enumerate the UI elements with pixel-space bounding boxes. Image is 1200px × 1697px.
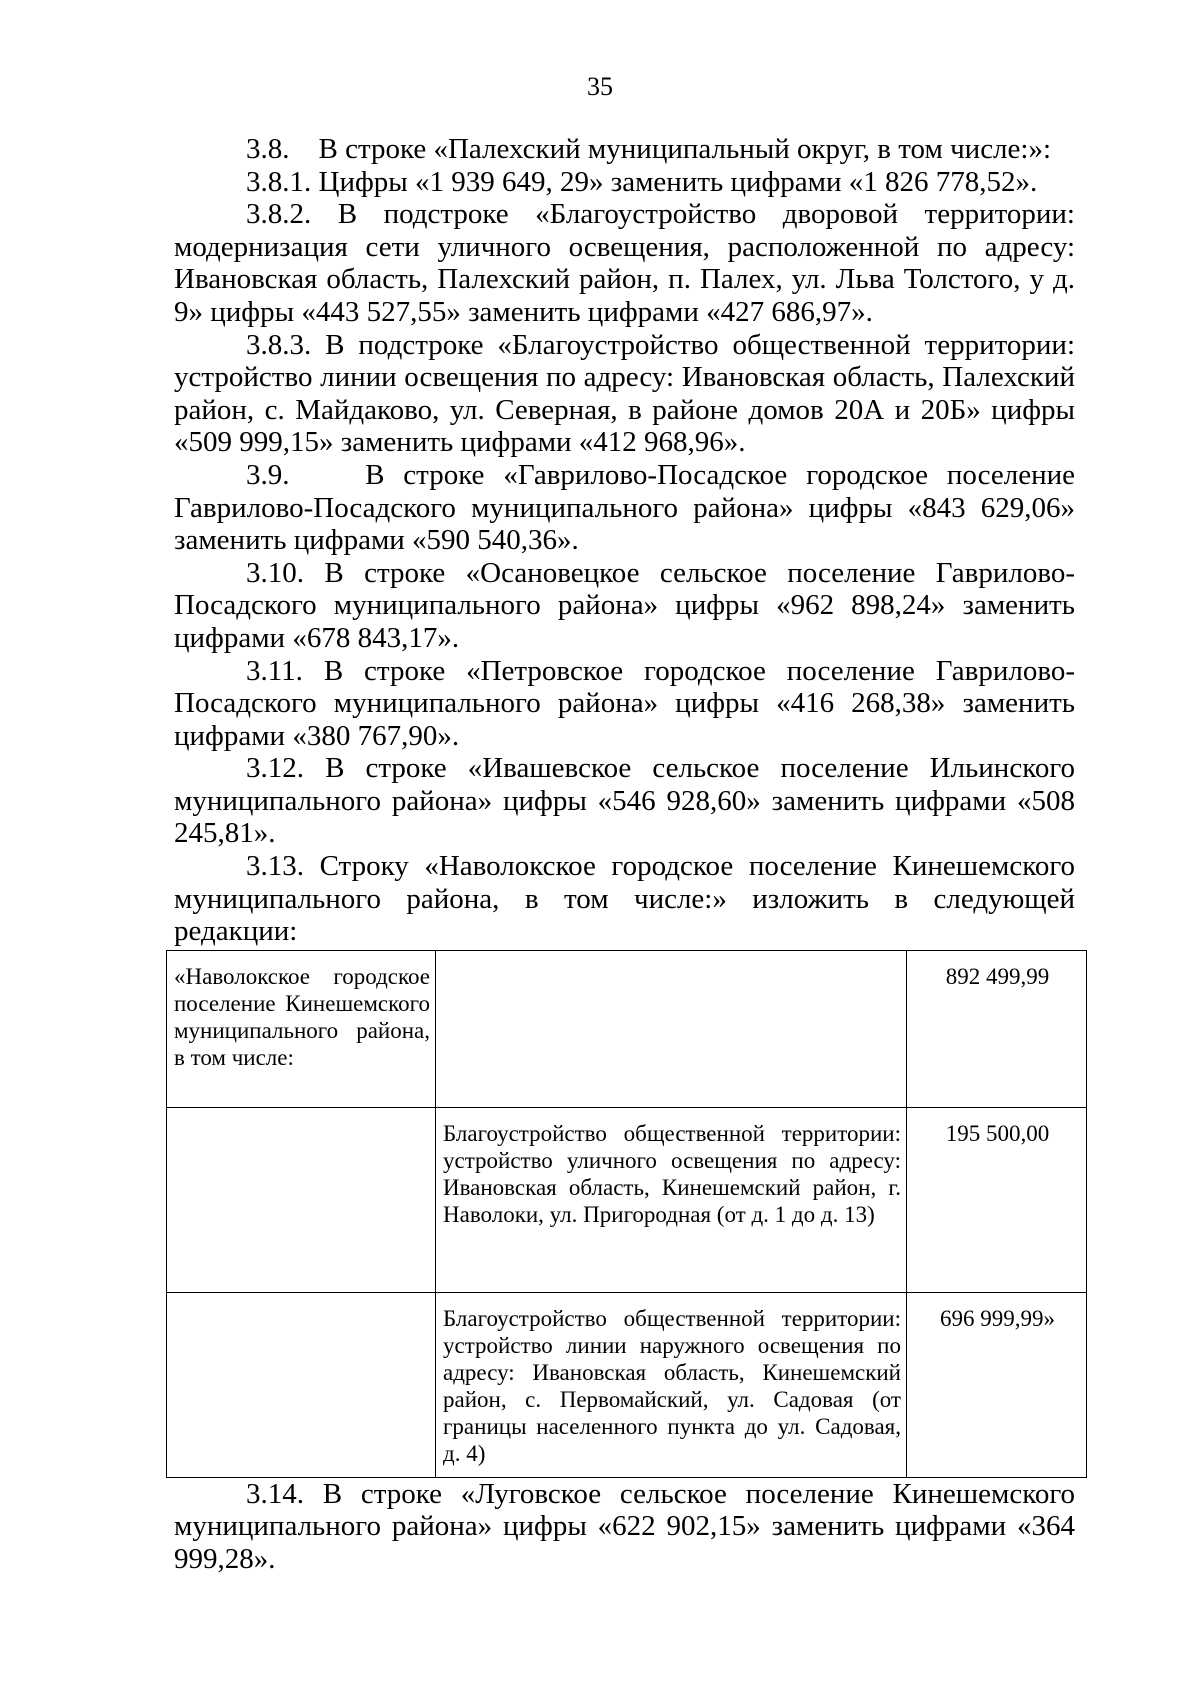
table-cell-name [167, 1107, 436, 1292]
paragraph-3-8-2: 3.8.2. В подстроке «Благоустройство дворовой территории: модернизация сети уличного освещения, расположенной по адресу: Ивановская область, Палехский район, п. Палех, ул. Льва Толстого, у д. 9» цифры «443 527,55» заменить цифрами «427 686,97». [174, 198, 1075, 328]
table-row [167, 1107, 1087, 1292]
table-cell-amount: 195 500,00 [907, 1107, 1087, 1292]
paragraph-3-8-1: 3.8.1. Цифры «1 939 649, 29» заменить цифрами «1 826 778,52». [246, 165, 1038, 198]
table-cell-name: «Наволокское городское поселение Кинешемского муниципального района, в том числе: [167, 950, 436, 1107]
table-row [167, 1292, 1087, 1477]
paragraph-3-8: 3.8. В строке «Палехский муниципальный округ, в том числе:»: [246, 133, 1052, 165]
table-cell-name [167, 1292, 436, 1477]
table-cell-amount: 892 499,99 [907, 950, 1087, 1107]
document-body [174, 133, 1075, 1576]
table-cell-amount: 696 999,99» [907, 1292, 1087, 1477]
paragraph-3-8-3: 3.8.3. В подстроке «Благоустройство общественной территории: устройство линии освещения по адресу: Ивановская область, Палехский район, с. Майдаково, ул. Северная, в районе домов 20А и 20Б» цифры «509 999,15» заменить цифрами «412 968,96». [174, 328, 1075, 459]
paragraph-3-11: 3.11. В строке «Петровское городское поселение Гаврилово-Посадского муниципального района» цифры «416 268,38» заменить цифрами «380 767,90». [174, 654, 1075, 752]
paragraph-3-14: 3.14. В строке «Луговское сельское поселение Кинешемского муниципального района» цифры «622 902,15» заменить цифрами «364 999,28». [174, 1477, 1075, 1576]
paragraph-3-9: 3.9. В строке «Гаврилово-Посадское городское поселение Гаврилово-Посадского муниципального района» цифры «843 629,06» заменить цифрами «590 540,36». [174, 458, 1075, 557]
table-row [167, 950, 1087, 1107]
table-cell-object: Благоустройство общественной территории: устройство уличного освещения по адресу: Ивановская область, Кинешемский район, г. Наволоки, ул. Пригородная (от д. 1 до д. 13) [436, 1107, 907, 1292]
amendment-table [166, 950, 1087, 1478]
paragraph-3-13: 3.13. Строку «Наволокское городское поселение Кинешемского муниципального района, в том числе:» изложить в следующей редакции: [174, 850, 1075, 948]
paragraph-3-12: 3.12. В строке «Ивашевское сельское поселение Ильинского муниципального района» цифры «546 928,60» заменить цифрами «508 245,81». [174, 752, 1075, 850]
table-cell-object: Благоустройство общественной территории: устройство линии наружного освещения по адресу: Ивановская область, Кинешемский район, с. Первомайский, ул. Садовая (от границы населенного пункта до ул. Садовая, д. 4) [436, 1292, 907, 1477]
page-number: 35 [587, 72, 613, 101]
table-cell-object [436, 950, 907, 1107]
paragraph-3-10: 3.10. В строке «Осановецкое сельское поселение Гаврилово-Посадского муниципального района» цифры «962 898,24» заменить цифрами «678 843,17». [174, 556, 1075, 654]
